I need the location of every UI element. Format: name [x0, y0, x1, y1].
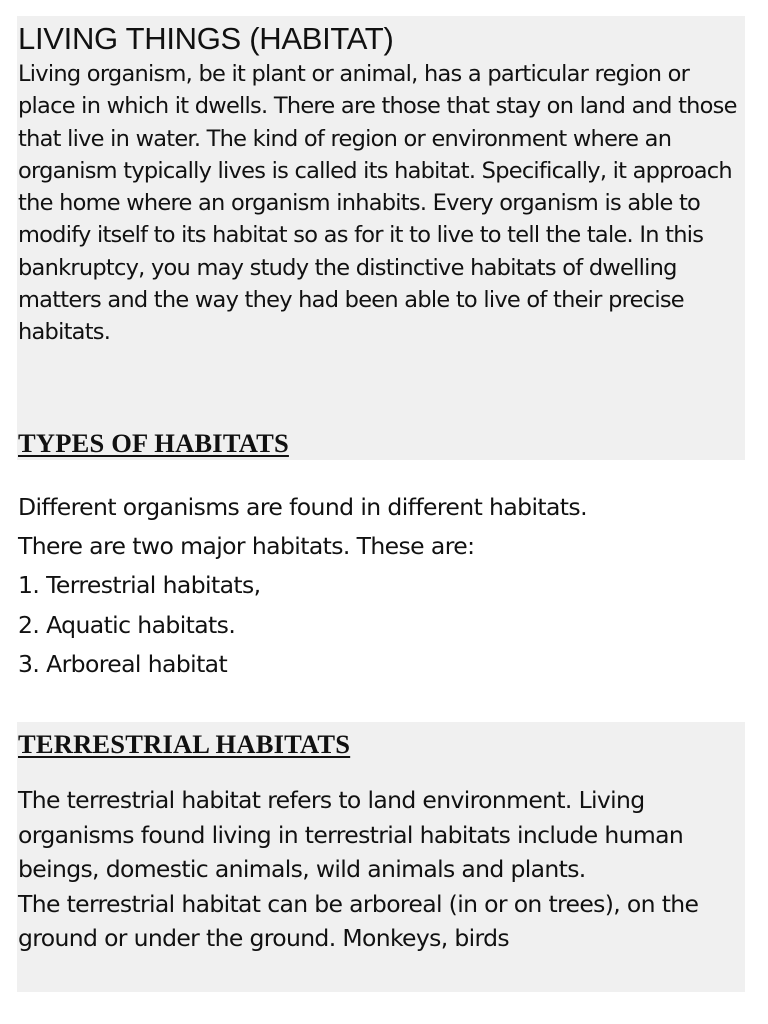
habitat-list: [17, 566, 745, 684]
list-item: 3. Arboreal habitat: [18, 649, 228, 678]
terrestrial-habitats-heading: TERRESTRIAL HABITATS: [18, 729, 351, 759]
terrestrial-paragraph-1: The terrestrial habitat refers to land environment. Living organisms found living in terrestrial habitats include human beings, domestic animals, wild animals and plants.: [18, 786, 684, 883]
list-item: 1. Terrestrial habitats,: [18, 571, 261, 600]
intro-paragraph: Living organism, be it plant or animal, has a particular region or place in which it dwells. There are those that stay on land and those that live in water. The kind of region or environment where an organism typically lives is called its habitat. Specifically, it approach the home where an organism inhabits. Every organism is able to modify itself to its habitat so as for it to live to tell the tale. In this bankruptcy, you may study the distinctive habitats of dwelling matters and the way they had been able to live of their precise habitats.: [18, 61, 737, 346]
types-section: [17, 488, 745, 684]
terrestrial-section: [17, 722, 745, 992]
types-line-1: Different organisms are found in different habitats.: [18, 493, 587, 521]
list-item: 2. Aquatic habitats.: [18, 610, 236, 639]
types-line-2: There are two major habitats. These are:: [18, 532, 475, 561]
page-title: LIVING THINGS (HABITAT): [18, 21, 394, 56]
terrestrial-paragraph-2: The terrestrial habitat can be arboreal (in or on trees), on the ground or under the ground. Monkeys, birds: [18, 889, 699, 952]
types-of-habitats-heading: TYPES OF HABITATS: [18, 428, 289, 458]
intro-section: [17, 16, 745, 460]
